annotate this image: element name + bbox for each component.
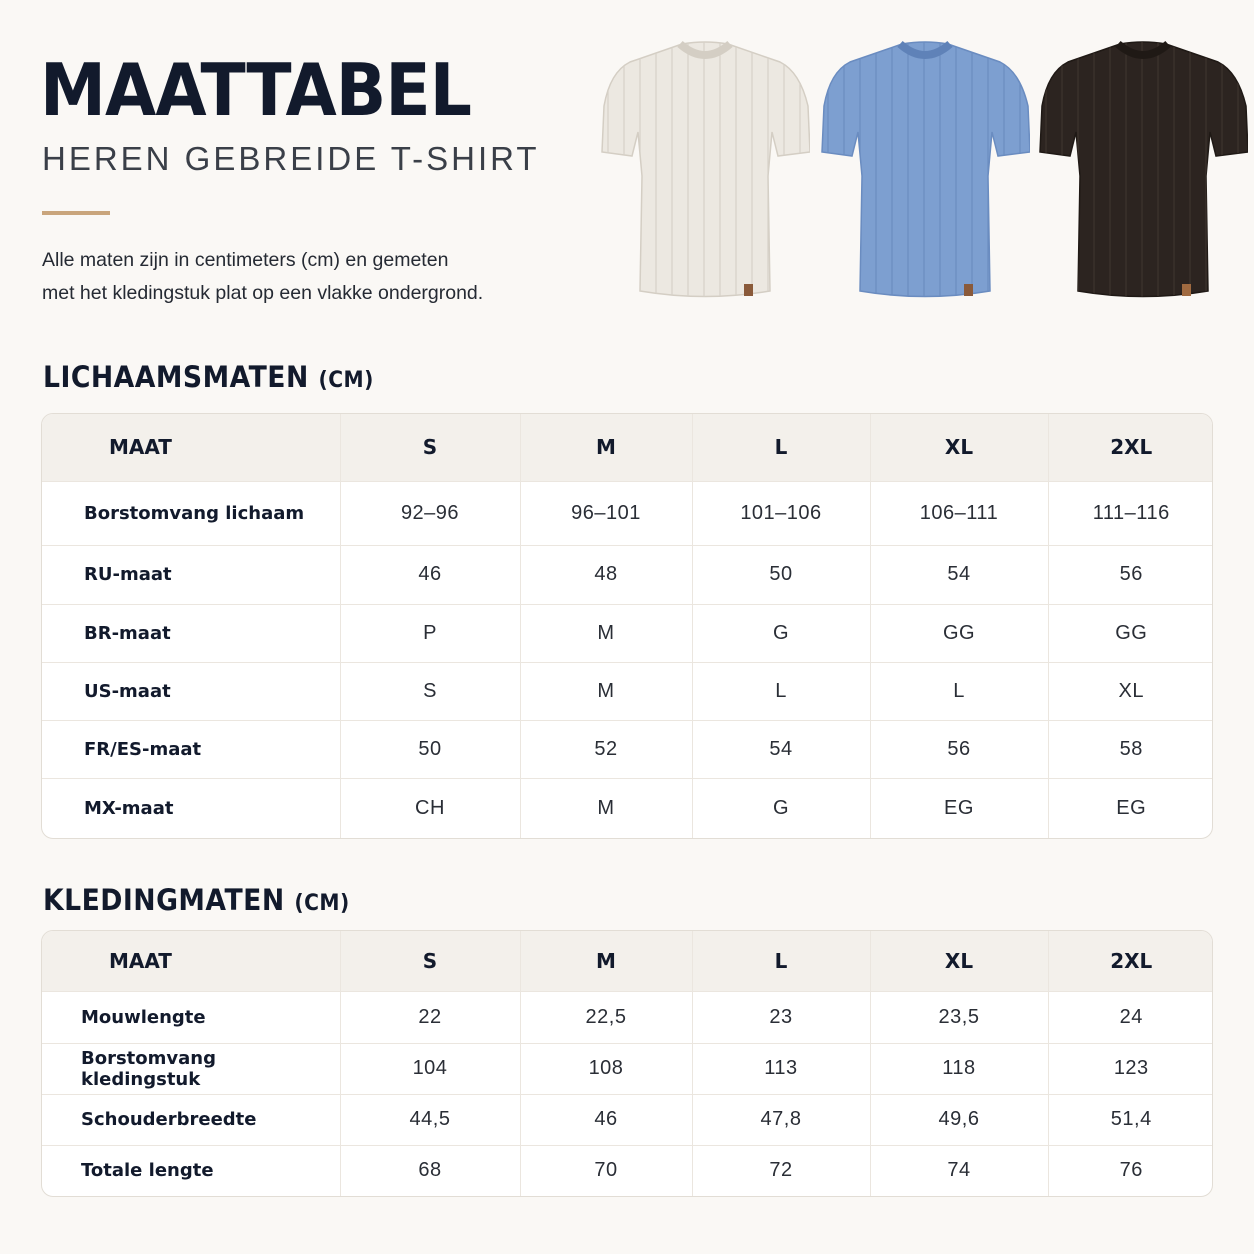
row-label: MX-maat bbox=[42, 778, 340, 838]
table-cell: EG bbox=[870, 778, 1048, 838]
white-knit-tshirt-image bbox=[600, 36, 810, 306]
table-cell: 68 bbox=[340, 1145, 520, 1196]
column-header: MAAT bbox=[42, 414, 340, 481]
table-cell: 58 bbox=[1048, 720, 1213, 778]
row-label: FR/ES-maat bbox=[42, 720, 340, 778]
column-header: L bbox=[692, 414, 870, 481]
table-cell: 52 bbox=[520, 720, 692, 778]
column-header: 2XL bbox=[1048, 931, 1213, 991]
table-cell: 47,8 bbox=[692, 1094, 870, 1145]
table-cell: 23,5 bbox=[870, 991, 1048, 1043]
table-cell: 46 bbox=[340, 545, 520, 604]
row-label: Borstomvang lichaam bbox=[42, 481, 340, 545]
column-header: XL bbox=[870, 931, 1048, 991]
table-cell: G bbox=[692, 778, 870, 838]
table-row bbox=[42, 1043, 1213, 1094]
table-cell: 106–111 bbox=[870, 481, 1048, 545]
table-cell: P bbox=[340, 604, 520, 662]
table-row bbox=[42, 1094, 1213, 1145]
table-cell: 104 bbox=[340, 1043, 520, 1094]
row-label: BR-maat bbox=[42, 604, 340, 662]
column-header: M bbox=[520, 414, 692, 481]
table-cell: L bbox=[692, 662, 870, 720]
table-cell: 111–116 bbox=[1048, 481, 1213, 545]
table-cell: M bbox=[520, 778, 692, 838]
table-cell: CH bbox=[340, 778, 520, 838]
intro-text bbox=[42, 244, 562, 310]
table-cell: M bbox=[520, 662, 692, 720]
table-cell: G bbox=[692, 604, 870, 662]
product-images bbox=[600, 36, 1230, 306]
column-header: S bbox=[340, 414, 520, 481]
column-header: XL bbox=[870, 414, 1048, 481]
table-cell: 70 bbox=[520, 1145, 692, 1196]
intro-line-2: met het kledingstuk plat op een vlakke ondergrond. bbox=[42, 282, 484, 304]
table-cell: XL bbox=[1048, 662, 1213, 720]
row-label: US-maat bbox=[42, 662, 340, 720]
body-heading-unit: (CM) bbox=[318, 368, 374, 393]
table-row bbox=[42, 545, 1213, 604]
garment-heading-unit: (CM) bbox=[294, 891, 350, 916]
table-cell: 101–106 bbox=[692, 481, 870, 545]
row-label: Mouwlengte bbox=[42, 991, 340, 1043]
table-row bbox=[42, 991, 1213, 1043]
row-label: Totale lengte bbox=[42, 1145, 340, 1196]
table-cell: GG bbox=[870, 604, 1048, 662]
page-title: MAATTABEL bbox=[40, 48, 471, 132]
table-cell: 118 bbox=[870, 1043, 1048, 1094]
dark-brown-knit-tshirt-image bbox=[1038, 36, 1248, 306]
table-cell: L bbox=[870, 662, 1048, 720]
table-cell: 96–101 bbox=[520, 481, 692, 545]
table-cell: GG bbox=[1048, 604, 1213, 662]
table-cell: 48 bbox=[520, 545, 692, 604]
garment-measurements-table bbox=[41, 930, 1213, 1197]
table-row bbox=[42, 720, 1213, 778]
table-cell: 24 bbox=[1048, 991, 1213, 1043]
table-cell: 49,6 bbox=[870, 1094, 1048, 1145]
table-row bbox=[42, 778, 1213, 838]
table-cell: S bbox=[340, 662, 520, 720]
table-cell: 50 bbox=[340, 720, 520, 778]
table-cell: EG bbox=[1116, 796, 1147, 819]
table-cell: 46 bbox=[520, 1094, 692, 1145]
page-subtitle: HEREN GEBREIDE T-SHIRT bbox=[42, 140, 540, 177]
body-measurements-heading bbox=[43, 360, 374, 394]
row-label: Borstomvang kledingstuk bbox=[42, 1043, 340, 1094]
column-header: 2XL bbox=[1048, 414, 1213, 481]
table-cell: 108 bbox=[520, 1043, 692, 1094]
table-row bbox=[42, 1145, 1213, 1196]
table-row bbox=[42, 604, 1213, 662]
intro-line-1: Alle maten zijn in centimeters (cm) en gemeten bbox=[42, 249, 449, 271]
garment-heading-text: KLEDINGMATEN bbox=[43, 883, 285, 917]
garment-measurements-heading bbox=[43, 883, 350, 917]
table-cell: 76 bbox=[1119, 1159, 1143, 1182]
column-header: M bbox=[520, 931, 692, 991]
table-cell: 123 bbox=[1048, 1043, 1213, 1094]
column-header: L bbox=[692, 931, 870, 991]
column-header: S bbox=[340, 931, 520, 991]
column-header: MAAT bbox=[42, 931, 340, 991]
body-measurements-table bbox=[41, 413, 1213, 839]
table-cell: 50 bbox=[692, 545, 870, 604]
accent-divider bbox=[42, 211, 110, 215]
table-header-row bbox=[42, 414, 1213, 481]
row-label: RU-maat bbox=[42, 545, 340, 604]
table-cell: 72 bbox=[692, 1145, 870, 1196]
row-label: Schouderbreedte bbox=[42, 1094, 340, 1145]
table-cell: 113 bbox=[692, 1043, 870, 1094]
blue-knit-tshirt-image bbox=[820, 36, 1030, 306]
table-cell: 56 bbox=[870, 720, 1048, 778]
table-cell: 22,5 bbox=[520, 991, 692, 1043]
table-cell: 51,4 bbox=[1048, 1094, 1213, 1145]
table-row bbox=[42, 662, 1213, 720]
table-cell: 23 bbox=[692, 991, 870, 1043]
table-cell: 56 bbox=[1048, 545, 1213, 604]
table-cell: 74 bbox=[870, 1145, 1048, 1196]
body-heading-text: LICHAAMSMATEN bbox=[43, 360, 309, 394]
table-cell: 44,5 bbox=[340, 1094, 520, 1145]
table-row bbox=[42, 481, 1213, 545]
table-cell: 54 bbox=[692, 720, 870, 778]
table-cell: M bbox=[520, 604, 692, 662]
table-cell: 92–96 bbox=[340, 481, 520, 545]
table-header-row bbox=[42, 931, 1213, 991]
table-cell: 22 bbox=[340, 991, 520, 1043]
table-cell: 54 bbox=[870, 545, 1048, 604]
